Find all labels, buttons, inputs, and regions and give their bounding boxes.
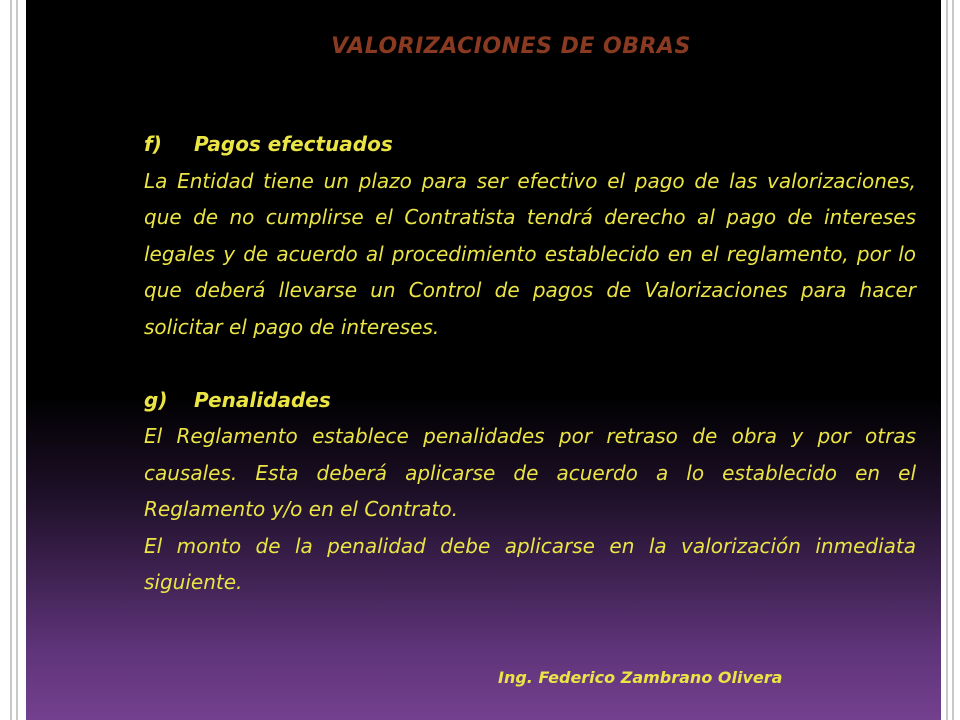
- frame-border-left-outer: [10, 0, 12, 720]
- section-g-heading: [144, 382, 916, 419]
- slide-author: Ing. Federico Zambrano Olivera: [498, 668, 783, 687]
- slide-title: VALORIZACIONES DE OBRAS: [331, 34, 691, 59]
- section-f-heading: [144, 126, 916, 163]
- frame-border-right-inner: [946, 0, 948, 720]
- frame-border-right-outer: [952, 0, 954, 720]
- section-g-paragraph-2: El monto de la penalidad debe aplicarse en la valorización inmediata siguiente.: [144, 533, 916, 594]
- section-spacer: [144, 345, 916, 382]
- section-g-paragraph-1: El Reglamento establece penalidades por retraso de obra y por otras causales. Esta deberá aplicarse de acuerdo a lo establecido en el Reglamento y/o en el Contrato.: [144, 424, 916, 521]
- section-f-paragraph: La Entidad tiene un plazo para ser efectivo el pago de las valorizaciones, que de no cumplirse el Contratista tendrá derecho al pago de intereses legales y de acuerdo al procedimiento establecido en el reglamento, por lo que deberá llevarse un Control de pagos de Valorizaciones para hacer solicitar el pago de intereses.: [144, 168, 916, 339]
- slide-canvas: [26, 0, 941, 720]
- frame-border-left-inner: [16, 0, 18, 720]
- section-f-title: Pagos efectuados: [194, 132, 393, 156]
- section-f-letter: f): [144, 132, 162, 156]
- section-g-letter: g): [144, 387, 168, 412]
- section-g-title: Penalidades: [194, 387, 331, 412]
- slide-body: [144, 126, 916, 601]
